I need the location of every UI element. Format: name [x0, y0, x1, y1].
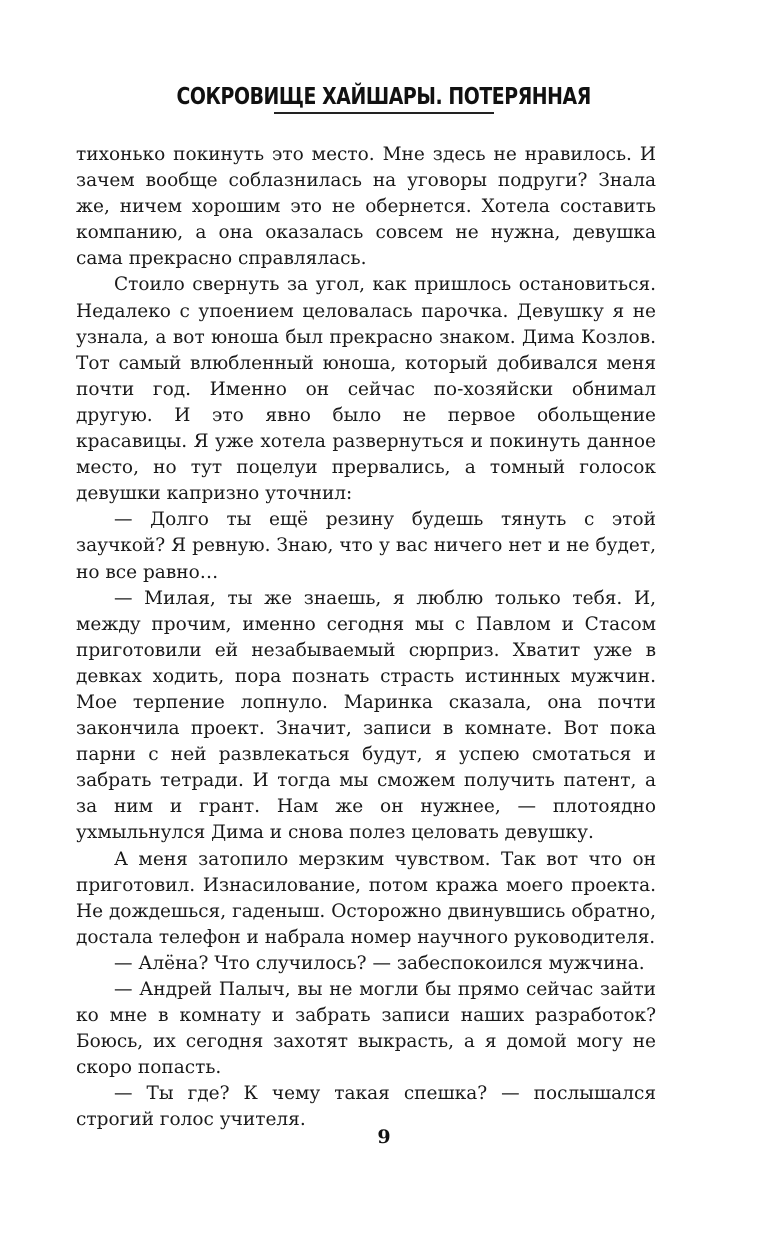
- page-number: 9: [377, 1126, 391, 1148]
- dialogue-line: — Алёна? Что случилось? — забеспокоился мужчина.: [114, 952, 645, 974]
- paragraph: Стоило свернуть за угол, как пришлось остановиться. Недалеко с упоением целовалась парочка. Девушку я не узнала, а вот юноша был прекрасно знаком. Дима Козлов. Тот самый влюбленный юноша, который добивался меня почти год. Именно он сейчас по-хозяйски обнимал другую. И это явно было не первое обольщение красавицы. Я уже хотела развернуться и покинуть данное место, но тут поцелуи прервались, а томный голосок девушки капризно уточнил:: [76, 274, 656, 505]
- dialogue-line: — Долго ты ещё резину будешь тянуть с этой заучкой? Я ревную. Знаю, что у вас ничего нет и не будет, но все равно…: [76, 509, 656, 583]
- paragraph: А меня затопило мерзким чувством. Так вот что он приготовил. Изнасилование, потом кража моего проекта. Не дождешься, гаденыш. Осторожно двинувшись обратно, достала телефон и набрала номер научного руководителя.: [76, 848, 656, 948]
- dialogue-line: — Ты где? К чему такая спешка? — послышался строгий голос учителя.: [76, 1083, 656, 1131]
- header-rule: [274, 112, 494, 114]
- body-text: [76, 142, 656, 1134]
- running-head: [0, 84, 768, 114]
- paragraph-continued: тихонько покинуть это место. Мне здесь не нравилось. И зачем вообще соблазнилась на уговоры подруги? Знала же, ничем хорошим это не обернется. Хотела составить компанию, а она оказалась совсем не нужна, девушка сама прекрасно справлялась.: [76, 144, 656, 270]
- dialogue-line: — Андрей Палыч, вы не могли бы прямо сейчас зайти ко мне в комнату и забрать записи наших разработок? Боюсь, их сегодня захотят выкрасть, а я домой могу не скоро попасть.: [76, 979, 656, 1079]
- dialogue-line: — Милая, ты же знаешь, я люблю только тебя. И, между прочим, именно сегодня мы с Павлом и Стасом приготовили ей незабываемый сюрприз. Хватит уже в девках ходить, пора познать страсть истинных мужчин. Мое терпение лопнуло. Маринка сказала, она почти закончила проект. Значит, записи в комнате. Вот пока парни с ней развлекаться будут, я успею смотаться и забрать тетради. И тогда мы сможем получить патент, а за ним и грант. Нам же он нужнее, — плотоядно ухмыльнулся Дима и снова полез целовать девушку.: [76, 587, 656, 844]
- running-title: СОКРОВИЩЕ ХАЙШАРЫ. ПОТЕРЯННАЯ: [176, 84, 592, 110]
